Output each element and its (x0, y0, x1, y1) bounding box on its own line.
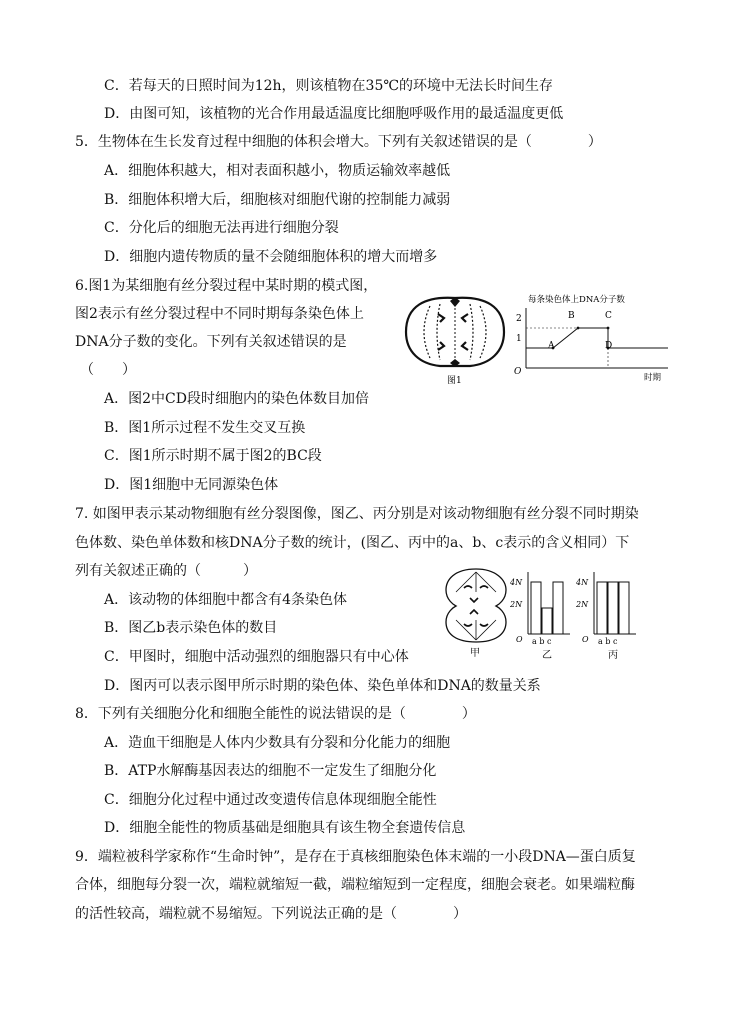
q4-option-d: D．由图可知，该植物的光合作用最适温度比细胞呼吸作用的最适温度更低 (104, 106, 564, 122)
q6-answer-paren: （ ） (80, 362, 136, 378)
q7-stem-line1: 7. 如图甲表示某动物细胞有丝分裂图像，图乙、丙分别是对该动物细胞有丝分裂不同时期染 (75, 506, 639, 522)
q6-figure2-point-c-marker (607, 327, 610, 330)
q9-stem-line3: 的活性较高，端粒就不易缩短。下列说法正确的是（ ） (75, 906, 467, 922)
q7-bing-ytick-2n: 2N (576, 600, 589, 609)
q5-stem: 5．生物体在生长发育过程中细胞的体积会增大。下列有关叙述错误的是（ ） (75, 134, 602, 150)
q7-stem-line2: 色体数、染色单体数和核DNA分子数的统计，(图乙、丙中的a、b、c表示的含义相同）下 (75, 535, 630, 551)
q6-figure2-point-a: A (548, 341, 555, 351)
q7-bing-bar-a (597, 582, 607, 634)
q7-option-a: A．该动物的体细胞中都含有4条染色体 (104, 592, 348, 608)
q7-caption-jia: 甲 (470, 648, 480, 659)
q7-yi-ytick-2n: 2N (510, 600, 523, 609)
q7-option-b: B．图乙b表示染色体的数目 (104, 620, 278, 636)
q8-option-b: B．ATP水解酶基因表达的细胞不一定发生了细胞分化 (104, 763, 437, 779)
q7-figure-jia-cell (442, 566, 510, 660)
q6-figure2-point-d: D (605, 341, 613, 351)
q6-option-b: B．图1所示过程不发生交叉互换 (104, 420, 306, 436)
q6-figure2-origin: O (514, 367, 522, 377)
q6-option-c: C．图1所示时期不属于图2的BC段 (104, 448, 322, 464)
q6-stem-line3: DNA分子数的变化。下列有关叙述错误的是 (75, 334, 347, 350)
q7-caption-bing: 丙 (608, 650, 618, 660)
q6-figure2-point-b: B (568, 311, 575, 321)
q8-stem: 8．下列有关细胞分化和细胞全能性的说法错误的是（ ） (75, 706, 476, 722)
q7-option-c: C．甲图时，细胞中活动强烈的细胞器只有中心体 (104, 649, 409, 665)
q7-bing-origin: O (582, 635, 589, 644)
q7-figure-yi-bar-chart (510, 570, 572, 660)
q7-yi-bar-c (553, 582, 563, 634)
q9-stem-line1: 9．端粒被科学家称作“生命时钟”，是存在于真核细胞染色体末端的一小段DNA—蛋白质复 (75, 849, 636, 865)
q6-figure2-point-b-marker (577, 327, 580, 330)
q8-option-c: C．细胞分化过程中通过改变遗传信息体现细胞全能性 (104, 792, 437, 808)
q7-bing-ytick-4n: 4N (576, 578, 589, 587)
q7-yi-ytick-4n: 4N (510, 578, 523, 587)
q7-yi-bar-b (542, 608, 552, 634)
q6-figure1-caption: 图1 (447, 376, 462, 386)
q7-figure-bing-bar-chart (576, 570, 638, 660)
q6-figure2-line-chart (508, 292, 678, 388)
q5-option-b: B．细胞体积增大后，细胞核对细胞代谢的控制能力减弱 (104, 192, 451, 208)
q8-option-d: D．细胞全能性的物质基础是细胞具有该生物全套遗传信息 (104, 820, 466, 836)
q5-option-c: C．分化后的细胞无法再进行细胞分裂 (104, 220, 339, 236)
q6-figure2-point-c: C (605, 311, 612, 321)
q8-option-a: A．造血干细胞是人体内少数具有分裂和分化能力的细胞 (104, 735, 451, 751)
q6-stem-line1: 6.图1为某细胞有丝分裂过程中某时期的模式图， (75, 278, 378, 294)
q6-stem-line2: 图2表示有丝分裂过程中不同时期每条染色体上 (75, 306, 364, 322)
q7-stem-line3: 列有关叙述正确的（ ） (75, 563, 257, 579)
q6-figure2-title: 每条染色体上DNA分子数 (528, 295, 625, 305)
q7-caption-yi: 乙 (542, 650, 552, 660)
q6-option-a: A．图2中CD段时细胞内的染色体数目加倍 (104, 391, 369, 407)
q6-figure2-ytick-1: 1 (516, 334, 522, 344)
q6-figure2-xlabel: 时期 (644, 373, 662, 383)
q7-yi-bar-a (531, 582, 541, 634)
q6-figure2-ytick-2: 2 (516, 314, 522, 324)
q4-option-c: C．若每天的日照时间为12h，则该植物在35℃的环境中无法长时间生存 (104, 78, 554, 94)
q9-stem-line2: 合体，细胞每分裂一次，端粒就缩短一截，端粒缩短到一定程度，细胞会衰老。如果端粒酶 (75, 877, 635, 893)
q7-bing-bar-c (619, 582, 629, 634)
q7-yi-x-categories: a b c (532, 637, 552, 646)
q6-figure1-cell-diagram (400, 292, 510, 388)
q7-bing-bar-b (608, 582, 618, 634)
q5-option-a: A．细胞体积越大，相对表面积越小，物质运输效率越低 (104, 163, 451, 179)
q7-option-d: D．图丙可以表示图甲所示时期的染色体、染色单体和DNA的数量关系 (104, 678, 541, 694)
q6-option-d: D．图1细胞中无同源染色体 (104, 477, 279, 493)
q5-option-d: D．细胞内遗传物质的量不会随细胞体积的增大而增多 (104, 249, 438, 265)
q7-bing-x-categories: a b c (598, 637, 618, 646)
q7-yi-origin: O (516, 635, 523, 644)
